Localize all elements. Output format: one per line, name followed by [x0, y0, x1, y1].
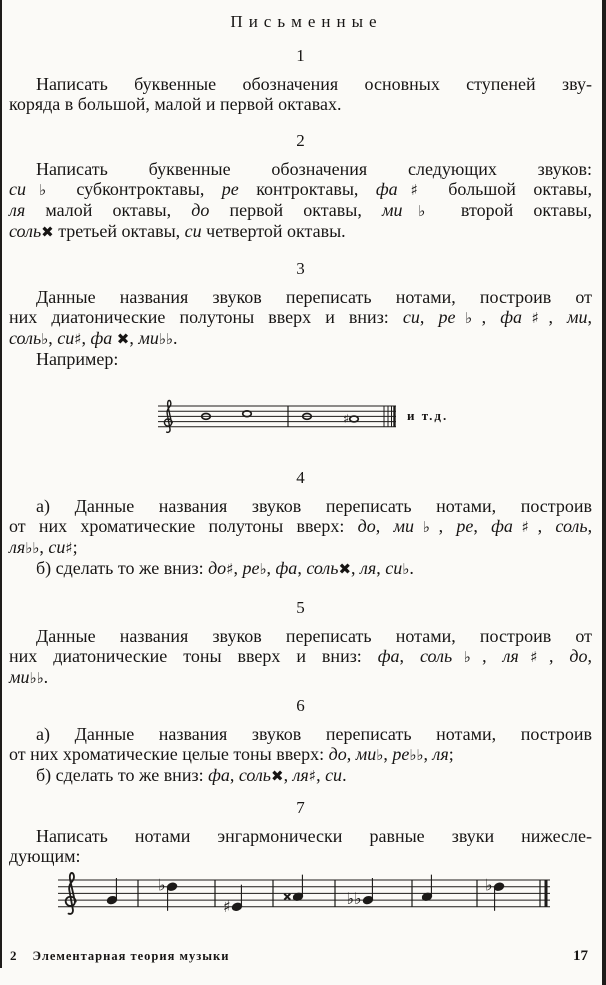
text-run: Данные названия звуков переписать нотами, построив от — [36, 626, 592, 646]
note-name: ми — [355, 744, 377, 764]
text-run: , — [346, 744, 356, 764]
exercise-1-number: 1 — [296, 46, 305, 65]
text-run: , — [419, 307, 439, 327]
text-run: , — [129, 328, 139, 348]
text-run: , — [233, 558, 243, 578]
sharp-icon: ♯ — [343, 411, 350, 427]
etc-label: и т.д. — [407, 408, 449, 423]
note-name: ми — [567, 307, 588, 327]
accidental-glyph: ♭♭ — [29, 669, 44, 687]
note-name: си — [402, 307, 420, 327]
note-name: ля — [360, 558, 377, 578]
text-line — [9, 826, 592, 846]
text-run: третьей октавы, — [53, 221, 185, 241]
text-line — [9, 328, 592, 349]
accidental-glyph: ✖ — [338, 560, 352, 578]
exercise-3-number: 3 — [296, 259, 305, 278]
text-line — [9, 516, 592, 537]
text-line — [9, 765, 592, 786]
note-name: ре — [392, 744, 410, 764]
note-name: до — [357, 516, 376, 536]
note-name: ре — [242, 558, 260, 578]
text-run: Написать буквенные обозначения основных ступеней зву- — [36, 74, 592, 94]
note-name: до — [328, 744, 347, 764]
exercise-2-text — [9, 159, 592, 242]
accidental-glyph: ♭ — [452, 648, 483, 666]
text-run: Написать нотами энгармонически равные звуки нижесле- — [36, 826, 592, 846]
text-run: , — [438, 516, 457, 536]
note-name: до — [569, 646, 588, 666]
double-sharp-icon — [285, 894, 290, 899]
accidental-glyph: ♯ — [74, 330, 82, 348]
text-run: , — [587, 516, 593, 536]
exercise-4-number: 4 — [296, 468, 305, 487]
note-name: соль — [9, 221, 42, 241]
text-run: , — [375, 516, 394, 536]
note-name: си — [325, 765, 343, 785]
text-run: дующим: — [9, 846, 81, 866]
exercise-2-number: 2 — [296, 131, 305, 150]
accidental-glyph: ♭ — [402, 202, 441, 220]
text-line — [9, 744, 592, 765]
note-name: ми — [138, 328, 159, 348]
text-run: от них хроматические целые тоны вверх: — [9, 744, 329, 764]
text-run: б) сделать то же вниз: — [36, 765, 209, 785]
text-line — [9, 496, 592, 516]
note-name: фа — [208, 765, 230, 785]
text-run: , — [481, 307, 501, 327]
accidental-glyph: ♭ — [455, 309, 482, 327]
text-run: , — [587, 307, 593, 327]
exercise-5-text — [9, 626, 592, 688]
note-name: фа — [90, 328, 117, 348]
whole-note — [350, 416, 359, 422]
notation-example-staff — [158, 394, 558, 444]
note-name: соль — [9, 328, 42, 348]
text-line — [9, 179, 592, 200]
note-name: ре — [438, 307, 456, 327]
text-run: субконтроктавы, — [58, 179, 222, 199]
page-footer — [10, 948, 594, 965]
text-run: , — [587, 646, 593, 666]
note-name: ля — [9, 200, 26, 220]
note-name: ля — [9, 537, 26, 557]
text-run: , — [376, 558, 386, 578]
text-run: , — [473, 516, 492, 536]
note-name: си — [385, 558, 403, 578]
note-name: ля — [292, 765, 309, 785]
text-line — [9, 94, 592, 114]
accidental-glyph: ✖ — [116, 330, 130, 348]
note-name: ре — [221, 179, 239, 199]
note-name: до — [191, 200, 210, 220]
text-run: , — [316, 765, 326, 785]
exercise-5-number: 5 — [296, 598, 305, 617]
text-run: большой октавы, — [430, 179, 592, 199]
accidental-glyph: ♯ — [308, 767, 317, 785]
accidental-glyph: ♭ — [413, 518, 439, 536]
note-name: фа — [500, 307, 523, 327]
text-line — [9, 349, 592, 369]
text-line — [9, 646, 592, 667]
text-run: б) сделать то же вниз: — [36, 558, 209, 578]
accidental-glyph: ♭ — [376, 746, 384, 764]
page-number: 17 — [573, 948, 588, 964]
note-name: соль — [420, 646, 453, 666]
note-name: си — [184, 221, 202, 241]
text-run: , — [229, 765, 239, 785]
page-title: Письменные — [230, 12, 383, 31]
dflat-icon: ♭♭ — [346, 888, 362, 908]
exercise-3-text — [9, 287, 592, 369]
text-run: . — [173, 328, 178, 348]
text-line — [9, 221, 592, 242]
text-run: , — [399, 646, 420, 666]
signature-number: 2 — [10, 948, 17, 963]
text-run: них диатонические тоны вверх и вниз: — [9, 646, 378, 666]
text-run: малой октавы, — [25, 200, 192, 220]
accidental-glyph: ♯ — [512, 518, 538, 536]
text-line — [9, 558, 592, 579]
left-edge-line — [0, 0, 2, 968]
accidental-glyph: ✖ — [271, 767, 284, 785]
exercise-6-number: 6 — [296, 696, 305, 715]
text-run: Написать буквенные обозначения следующих звуков: — [36, 159, 592, 179]
text-run: . — [409, 558, 414, 578]
note-name: соль — [238, 765, 271, 785]
text-run: второй октавы, — [440, 200, 592, 220]
note-name: ми — [393, 516, 414, 536]
note-name: фа — [491, 516, 513, 536]
text-line — [9, 537, 592, 558]
note-name: си — [48, 537, 66, 557]
text-line — [9, 74, 592, 94]
exercise-1-text — [9, 74, 592, 114]
text-run: , — [48, 328, 58, 348]
book-title: Элементарная теория музыки — [32, 949, 230, 963]
text-run: ; — [448, 744, 454, 764]
text-run: . — [342, 765, 347, 785]
text-run: от них хроматические полутоны вверх: — [9, 516, 358, 536]
note-name: соль — [555, 516, 588, 536]
flat-icon: ♭ — [485, 875, 493, 895]
text-line — [9, 287, 592, 307]
accidental-glyph: ♯ — [522, 309, 549, 327]
text-line — [9, 307, 592, 328]
text-run: , — [548, 646, 570, 666]
note-name: фа — [375, 179, 398, 199]
text-run: а) Данные названия звуков переписать нотами, построив — [36, 724, 592, 744]
accidental-glyph: ♯ — [397, 181, 431, 199]
note-name: ре — [456, 516, 474, 536]
text-line — [9, 846, 592, 866]
note-name: ми — [382, 200, 403, 220]
text-run: , — [283, 765, 293, 785]
text-line — [9, 159, 592, 179]
accidental-glyph: ♯ — [226, 560, 234, 578]
note-name: ми — [9, 667, 30, 687]
text-line — [9, 200, 592, 221]
flat-icon: ♭ — [158, 875, 166, 895]
text-run: , — [297, 558, 307, 578]
note-name: ля — [502, 646, 519, 666]
text-run: , — [266, 558, 276, 578]
text-run: а) Данные названия звуков переписать нотами, построив — [36, 496, 592, 516]
text-run: них диатонические полутоны вверх и вниз: — [9, 307, 403, 327]
accidental-glyph: ♭ — [26, 181, 59, 199]
text-run: контроктавы, — [238, 179, 376, 199]
text-run: Данные названия звуков переписать нотами, построив от — [36, 287, 592, 307]
text-line — [9, 626, 592, 646]
text-run: , — [548, 307, 568, 327]
text-run: Например: — [36, 349, 119, 369]
note-name: соль — [306, 558, 339, 578]
accidental-glyph: ♭♭ — [25, 539, 40, 557]
text-run: четвертой октавы. — [201, 221, 346, 241]
text-run: первой октавы, — [209, 200, 382, 220]
sharp-icon: ♯ — [222, 897, 231, 917]
text-line — [9, 667, 592, 688]
accidental-glyph: ♭ — [259, 560, 267, 578]
accidental-glyph: ♭ — [41, 330, 49, 348]
text-run: . — [43, 667, 49, 687]
accidental-glyph: ♭♭ — [158, 330, 173, 348]
exercise-4-text — [9, 496, 592, 579]
note-name: си — [57, 328, 75, 348]
text-run: , — [81, 328, 91, 348]
example-staff — [158, 394, 558, 444]
accidental-glyph: ♯ — [65, 539, 73, 557]
text-run: , — [537, 516, 556, 536]
whole-note — [243, 411, 252, 417]
accidental-glyph: ✖ — [41, 223, 54, 241]
text-line — [9, 724, 592, 744]
text-run: , — [482, 646, 503, 666]
note-name: фа — [377, 646, 400, 666]
note-name: ля — [432, 744, 449, 764]
accidental-glyph: ♭♭ — [409, 746, 424, 764]
exercise7-staff — [58, 867, 606, 929]
exercise-7-staff — [58, 867, 606, 929]
text-run: , — [351, 558, 361, 578]
accidental-glyph: ♯ — [518, 648, 549, 666]
text-run: коряда в большой, малой и первой октавах. — [9, 94, 342, 114]
text-run: , — [39, 537, 49, 557]
note-name: до — [208, 558, 227, 578]
note-name: си — [9, 179, 26, 199]
exercise-7-text — [9, 826, 592, 866]
accidental-glyph: ♭ — [402, 560, 410, 578]
exercise-6-text — [9, 724, 592, 786]
note-name: фа — [275, 558, 298, 578]
text-run: , — [383, 744, 393, 764]
exercise-7-number: 7 — [296, 798, 305, 817]
text-run: , — [423, 744, 433, 764]
text-run: ; — [72, 537, 78, 557]
right-edge-line — [602, 0, 606, 985]
